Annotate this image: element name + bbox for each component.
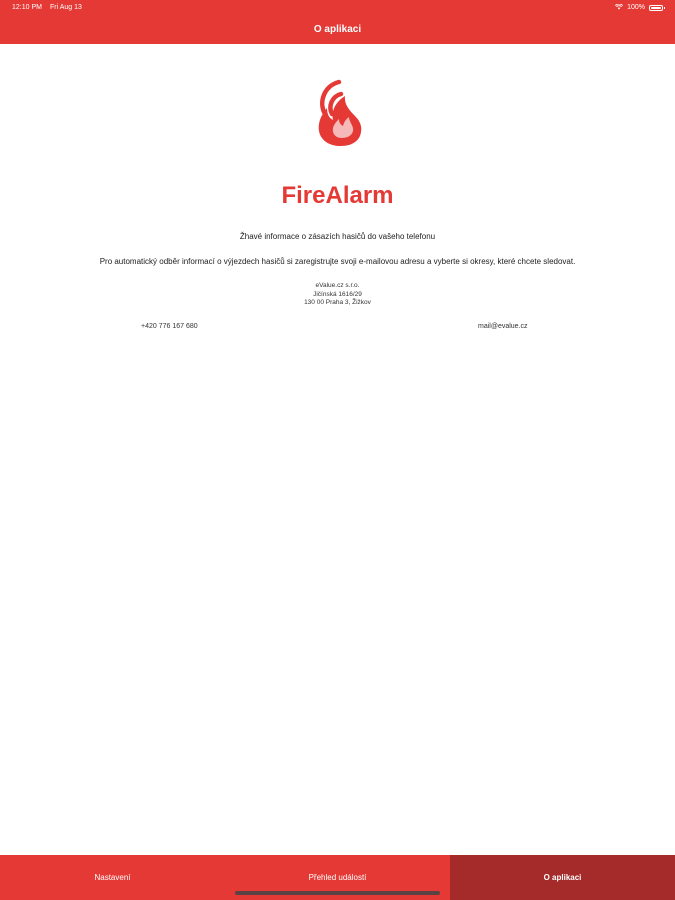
home-indicator — [235, 891, 440, 895]
wifi-icon — [615, 4, 623, 10]
status-left — [12, 0, 82, 16]
page-title: O aplikaci — [313, 24, 362, 35]
status-date: Fri Aug 13 — [49, 4, 82, 11]
description-text: Pro automatický odběr informací o výjezdech hasičů si zaregistrujte svoji e-mailovou adresu a vyberte si okresy, které chcete sledovat. — [99, 257, 576, 266]
status-time: 12:10 PM — [12, 4, 42, 11]
app-name: FireAlarm — [281, 182, 394, 209]
company-address — [0, 282, 675, 308]
header — [0, 0, 675, 44]
tab-about[interactable]: O aplikaci — [450, 855, 675, 900]
status-right — [615, 0, 663, 16]
battery-percentage: 100% — [627, 4, 645, 11]
company-name: eValue.cz s.r.o. — [315, 282, 360, 289]
tagline: Žhavé informace o zásazích hasičů do vašeho telefonu — [239, 232, 436, 241]
battery-icon — [649, 5, 663, 11]
tab-settings[interactable]: Nastavení — [94, 872, 131, 882]
email-link[interactable]: mail@evalue.cz — [478, 323, 528, 330]
fire-alarm-logo-icon — [305, 74, 369, 148]
status-bar — [0, 0, 675, 16]
company-city: 130 00 Praha 3, Žižkov — [304, 299, 371, 306]
phone-link[interactable]: +420 776 167 680 — [141, 323, 198, 330]
company-street: Jičínská 1616/29 — [313, 290, 362, 298]
tab-events-overview[interactable]: Přehled událostí — [308, 872, 367, 882]
